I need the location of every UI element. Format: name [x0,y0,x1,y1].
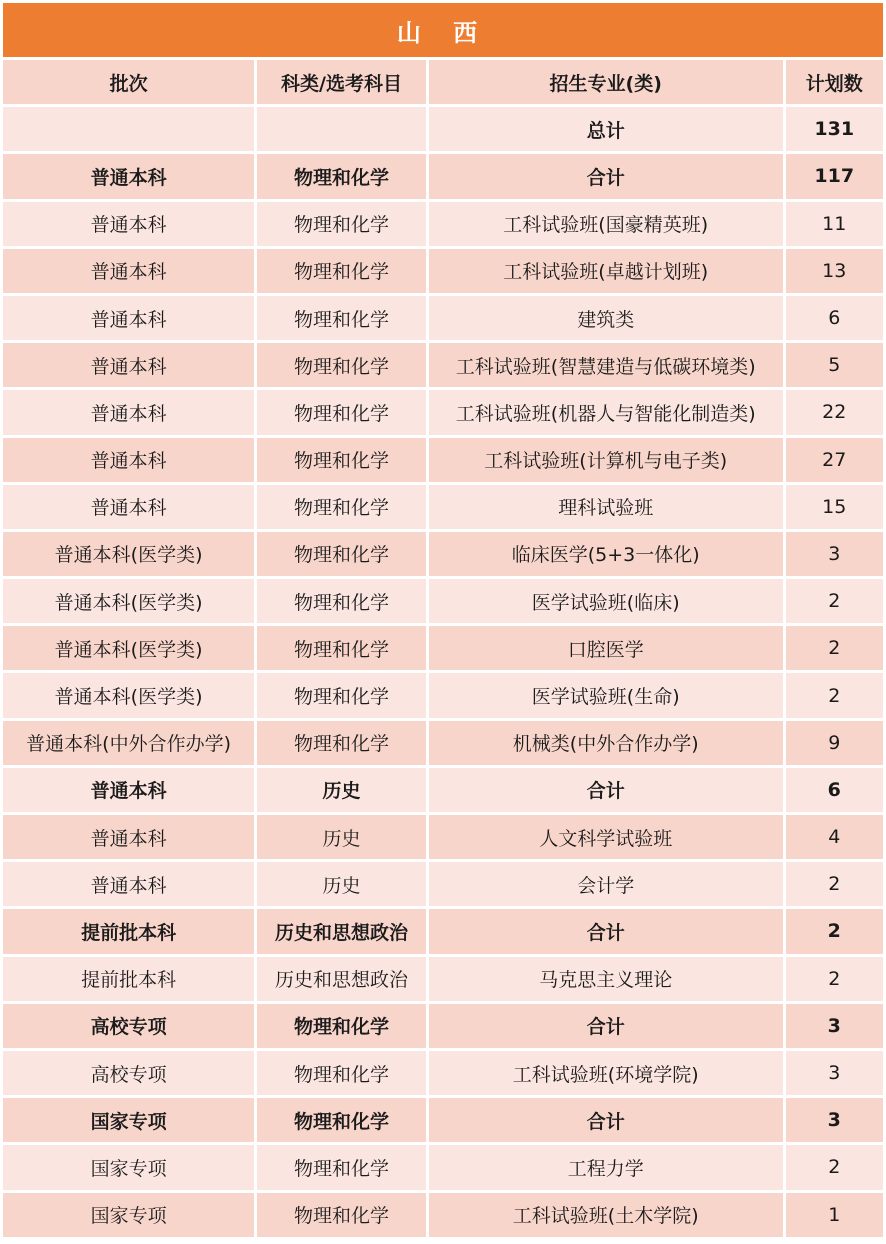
cell-subject: 历史 [257,862,426,906]
cell-count: 6 [786,768,883,812]
table-row [3,296,883,340]
cell-major: 会计学 [429,862,783,906]
cell-count: 2 [786,1145,883,1189]
province-title: 山 西 [3,3,883,57]
cell-major: 工科试验班(国豪精英班) [429,202,783,246]
cell-count: 3 [786,1098,883,1142]
cell-count: 13 [786,249,883,293]
cell-subject: 历史和思想政治 [257,957,426,1001]
cell-major: 工科试验班(土木学院) [429,1193,783,1237]
cell-subject: 物理和化学 [257,249,426,293]
cell-subject: 物理和化学 [257,202,426,246]
table-row [3,862,883,906]
cell-major: 合计 [429,1004,783,1048]
cell-count: 5 [786,343,883,387]
table-row [3,485,883,529]
table-row [3,249,883,293]
cell-major: 口腔医学 [429,626,783,670]
table-row-total [3,107,883,151]
cell-batch: 普通本科 [3,815,254,859]
cell-batch [3,107,254,151]
cell-subject: 物理和化学 [257,154,426,198]
cell-batch: 普通本科 [3,154,254,198]
cell-subject: 物理和化学 [257,1193,426,1237]
table-row-total [3,909,883,953]
cell-batch: 普通本科 [3,343,254,387]
cell-count: 3 [786,1051,883,1095]
cell-subject: 物理和化学 [257,579,426,623]
header-subject: 科类/选考科目 [257,60,426,104]
cell-batch: 普通本科(中外合作办学) [3,721,254,765]
cell-major: 合计 [429,1098,783,1142]
cell-major: 合计 [429,909,783,953]
cell-major: 临床医学(5+3一体化) [429,532,783,576]
cell-batch: 普通本科 [3,438,254,482]
cell-major: 理科试验班 [429,485,783,529]
cell-subject [257,107,426,151]
cell-major: 工科试验班(计算机与电子类) [429,438,783,482]
cell-batch: 国家专项 [3,1193,254,1237]
cell-count: 1 [786,1193,883,1237]
cell-count: 6 [786,296,883,340]
table-row [3,532,883,576]
cell-count: 117 [786,154,883,198]
cell-batch: 普通本科 [3,862,254,906]
enrollment-plan-table [3,3,883,1240]
table-row [3,1193,883,1237]
cell-subject: 物理和化学 [257,721,426,765]
table-row [3,579,883,623]
cell-count: 2 [786,909,883,953]
cell-subject: 历史和思想政治 [257,909,426,953]
table-row [3,626,883,670]
table-row [3,1051,883,1095]
cell-subject: 物理和化学 [257,673,426,717]
table-row-total [3,768,883,812]
cell-count: 3 [786,1004,883,1048]
table-row [3,673,883,717]
cell-subject: 物理和化学 [257,532,426,576]
cell-subject: 物理和化学 [257,1004,426,1048]
cell-major: 工科试验班(环境学院) [429,1051,783,1095]
cell-major: 机械类(中外合作办学) [429,721,783,765]
cell-subject: 历史 [257,815,426,859]
cell-count: 4 [786,815,883,859]
cell-batch: 普通本科(医学类) [3,579,254,623]
cell-batch: 普通本科 [3,202,254,246]
cell-count: 2 [786,626,883,670]
cell-subject: 物理和化学 [257,296,426,340]
cell-batch: 普通本科 [3,390,254,434]
cell-subject: 物理和化学 [257,485,426,529]
cell-major: 建筑类 [429,296,783,340]
cell-batch: 普通本科 [3,296,254,340]
cell-major: 医学试验班(临床) [429,579,783,623]
table-row [3,721,883,765]
cell-subject: 物理和化学 [257,343,426,387]
cell-batch: 普通本科(医学类) [3,626,254,670]
plan-table [0,57,886,1240]
cell-count: 27 [786,438,883,482]
header-count: 计划数 [786,60,883,104]
table-row [3,815,883,859]
cell-count: 2 [786,673,883,717]
cell-count: 11 [786,202,883,246]
cell-subject: 物理和化学 [257,1098,426,1142]
table-row [3,390,883,434]
table-row [3,343,883,387]
cell-count: 131 [786,107,883,151]
cell-batch: 高校专项 [3,1051,254,1095]
table-row [3,957,883,1001]
cell-subject: 物理和化学 [257,1145,426,1189]
cell-subject: 物理和化学 [257,390,426,434]
cell-batch: 普通本科 [3,768,254,812]
cell-major: 工科试验班(机器人与智能化制造类) [429,390,783,434]
cell-count: 2 [786,579,883,623]
cell-major: 人文科学试验班 [429,815,783,859]
table-row-total [3,1004,883,1048]
cell-batch: 国家专项 [3,1145,254,1189]
cell-count: 2 [786,862,883,906]
cell-count: 9 [786,721,883,765]
cell-major: 总计 [429,107,783,151]
cell-batch: 高校专项 [3,1004,254,1048]
cell-count: 2 [786,957,883,1001]
table-row [3,202,883,246]
cell-batch: 普通本科(医学类) [3,673,254,717]
cell-major: 医学试验班(生命) [429,673,783,717]
cell-count: 3 [786,532,883,576]
table-header-row [3,60,883,104]
cell-batch: 普通本科 [3,485,254,529]
cell-major: 合计 [429,768,783,812]
header-batch: 批次 [3,60,254,104]
header-major: 招生专业(类) [429,60,783,104]
cell-batch: 普通本科(医学类) [3,532,254,576]
cell-count: 15 [786,485,883,529]
cell-subject: 物理和化学 [257,438,426,482]
cell-subject: 历史 [257,768,426,812]
cell-major: 合计 [429,154,783,198]
table-row-total [3,1098,883,1142]
table-row-total [3,154,883,198]
cell-major: 工程力学 [429,1145,783,1189]
cell-major: 工科试验班(智慧建造与低碳环境类) [429,343,783,387]
cell-batch: 国家专项 [3,1098,254,1142]
cell-batch: 普通本科 [3,249,254,293]
cell-batch: 提前批本科 [3,957,254,1001]
table-row [3,438,883,482]
cell-subject: 物理和化学 [257,1051,426,1095]
cell-subject: 物理和化学 [257,626,426,670]
table-row [3,1145,883,1189]
cell-batch: 提前批本科 [3,909,254,953]
cell-major: 工科试验班(卓越计划班) [429,249,783,293]
cell-count: 22 [786,390,883,434]
cell-major: 马克思主义理论 [429,957,783,1001]
